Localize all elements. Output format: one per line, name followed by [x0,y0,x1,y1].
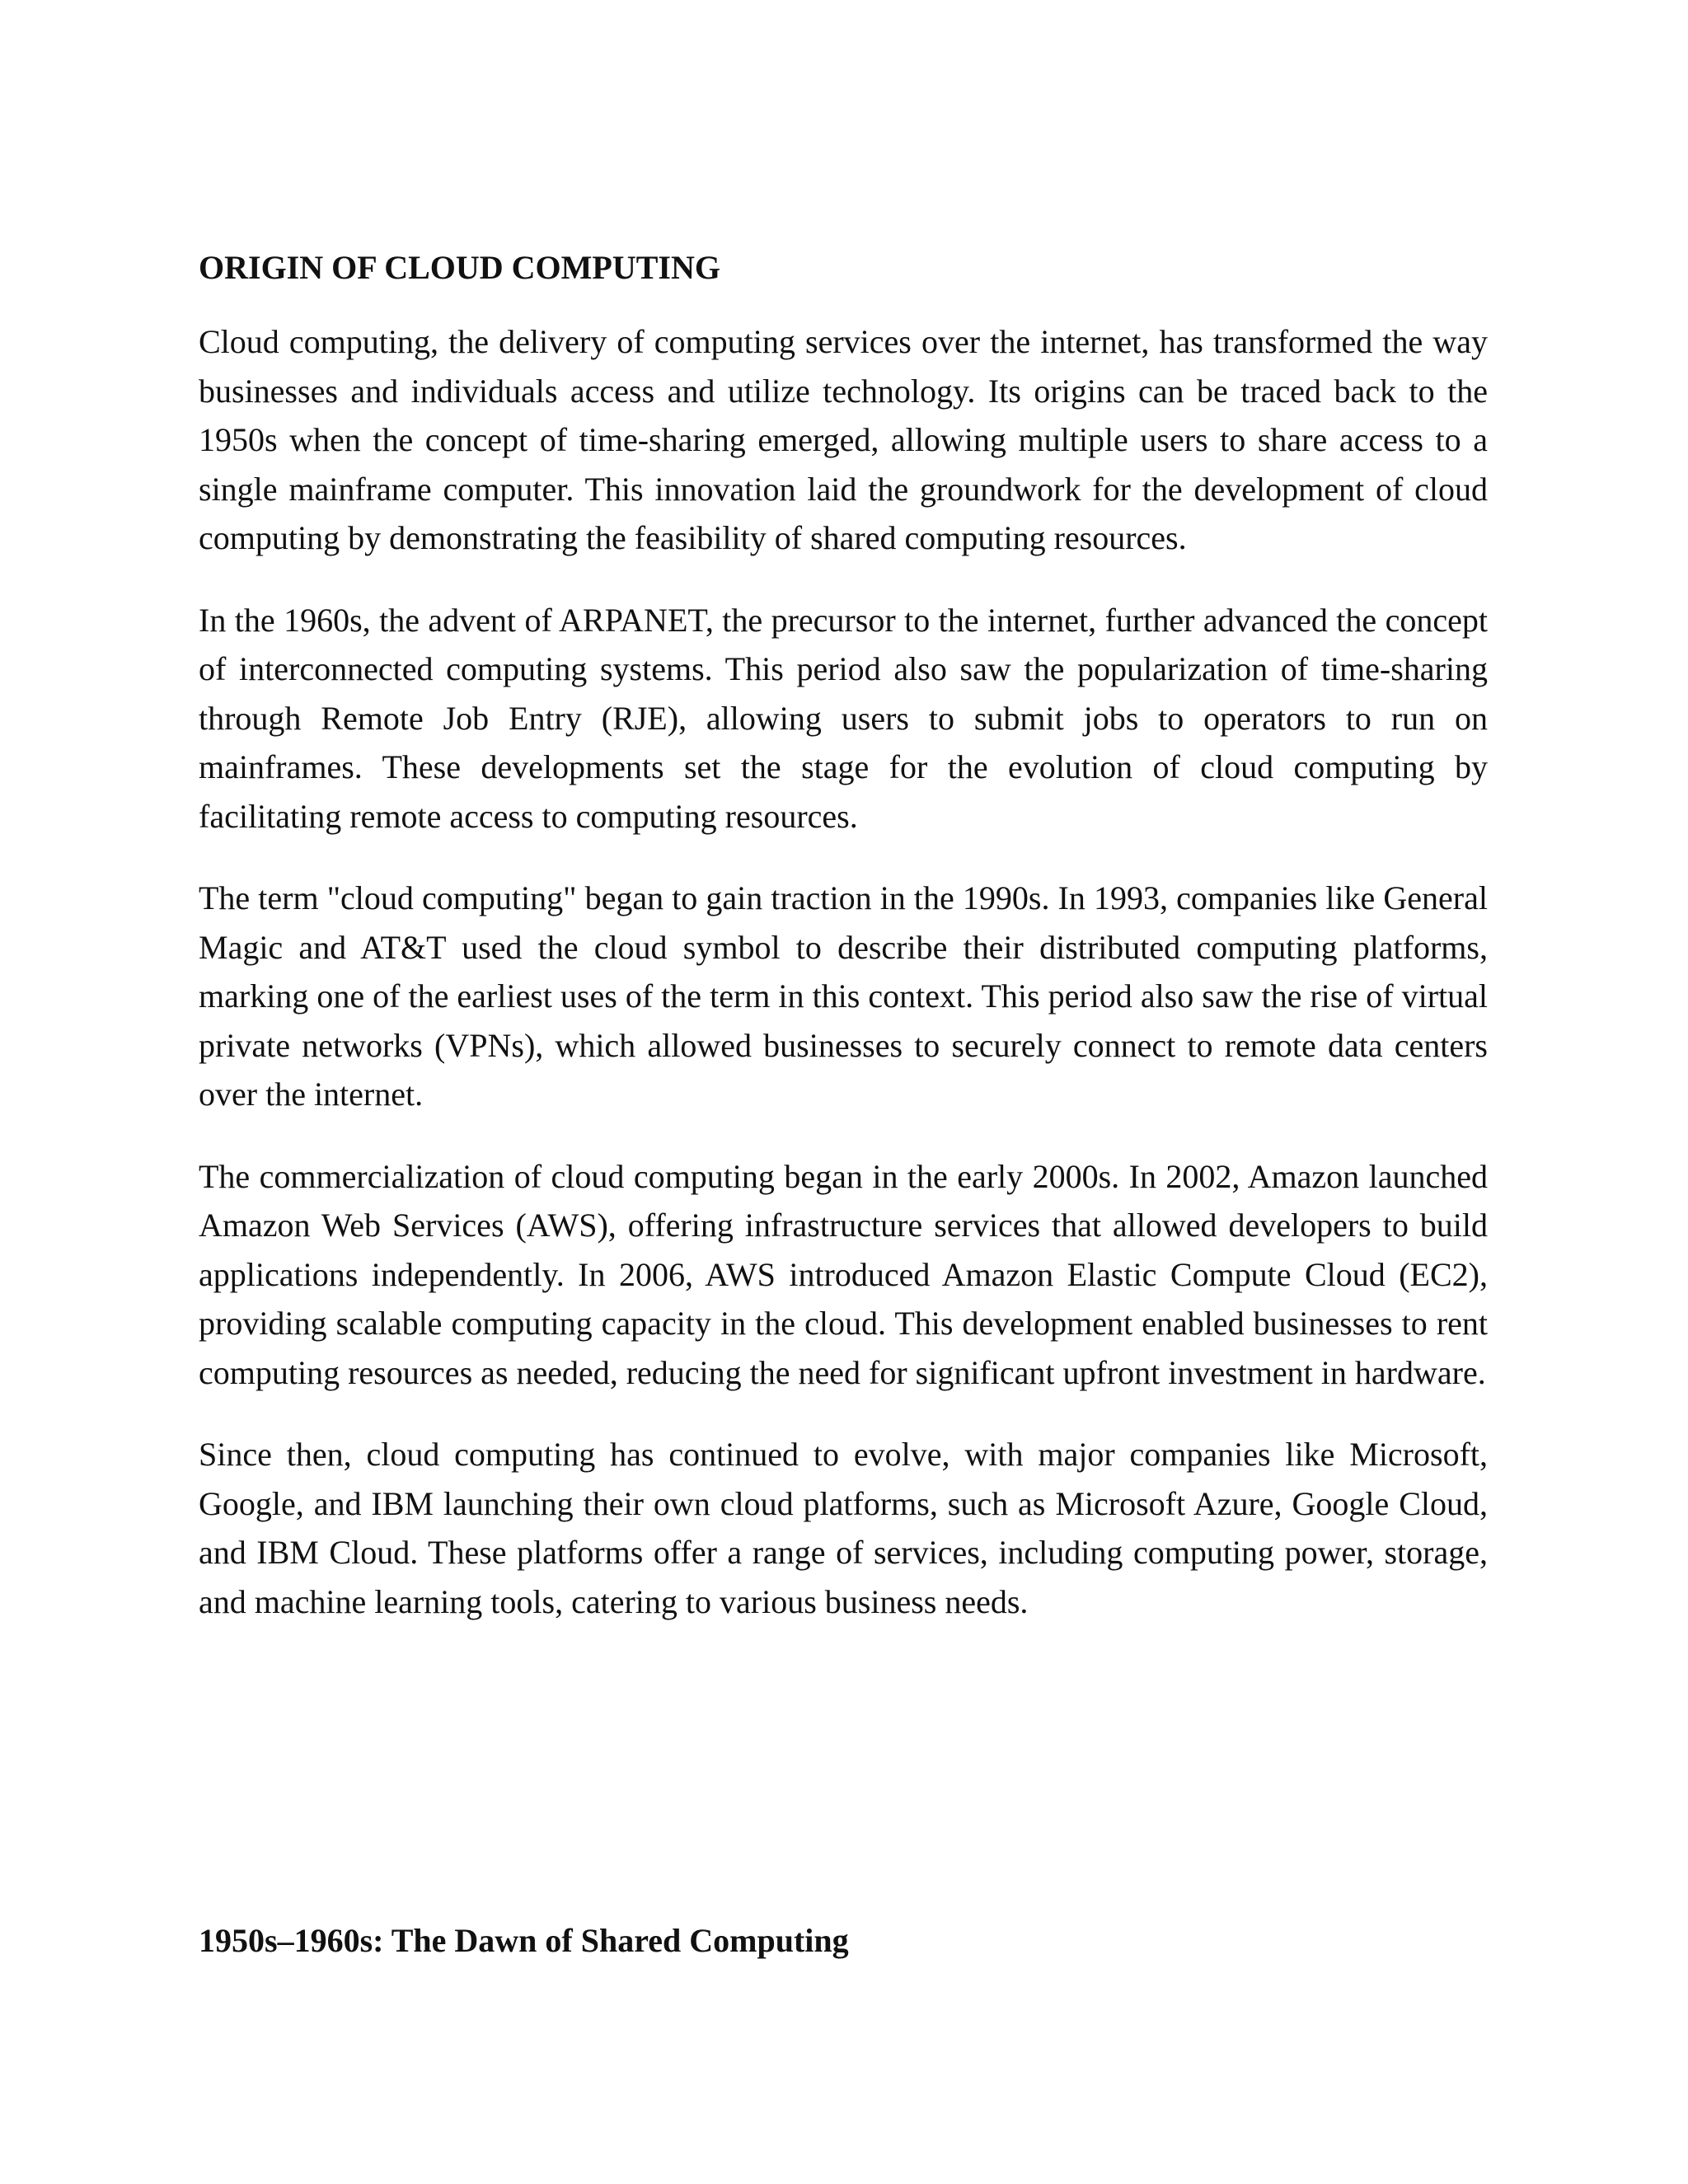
document-body [199,243,1488,1659]
paragraph-modern-platforms: Since then, cloud computing has continued to evolve, with major companies like Microsoft, Google, and IBM launching their own cloud platforms, such as Microsoft Azure, Google Cloud, and IBM Cloud. These platforms offer a range of services, including computing power, storage, and machine learning tools, catering to various business needs. [199,1436,1488,1620]
paragraph-term-origin: The term "cloud computing" began to gain traction in the 1990s. In 1993, companies like General Magic and AT&T used the cloud symbol to describe their distributed computing platforms, marking one of the earliest uses of the term in this context. This period also saw the rise of virtual private networks (VPNs), which allowed businesses to securely connect to remote data centers over the internet. [199,879,1488,1113]
paragraph-time-sharing-origins: Cloud computing, the delivery of computing services over the internet, has transformed the way businesses and individuals access and utilize technology. Its origins can be traced back to the 1950s when the concept of time-sharing emerged, allowing multiple users to share access to a single mainframe computer. This innovation laid the groundwork for the development of cloud computing by demonstrating the feasibility of shared computing resources. [199,323,1488,556]
page-title: ORIGIN OF CLOUD COMPUTING [199,249,720,286]
section-heading: 1950s–1960s: The Dawn of Shared Computing [199,1922,849,1959]
paragraph-arpanet: In the 1960s, the advent of ARPANET, the precursor to the internet, further advanced the concept of interconnected computing systems. This period also saw the popularization of time-sharing through Remote Job Entry (RJE), allowing users to submit jobs to operators to run on mainframes. These developments set the stage for the evolution of cloud computing by facilitating remote access to computing resources. [199,601,1488,835]
paragraph-commercialization: The commercialization of cloud computing began in the early 2000s. In 2002, Amazon launched Amazon Web Services (AWS), offering infrastructure services that allowed developers to build applications independently. In 2006, AWS introduced Amazon Elastic Compute Cloud (EC2), providing scalable computing capacity in the cloud. This development enabled businesses to rent computing resources as needed, reducing the need for significant upfront investment in hardware. [199,1157,1488,1391]
